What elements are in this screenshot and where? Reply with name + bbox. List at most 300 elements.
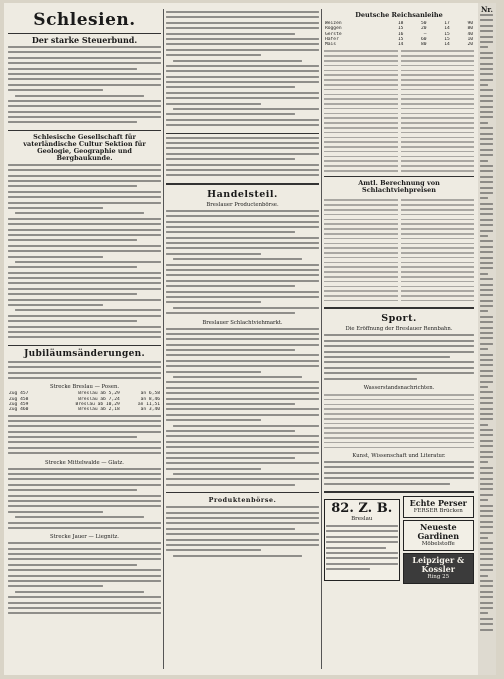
text-line <box>480 278 493 280</box>
table-line <box>401 281 475 283</box>
table-cell: 15 <box>444 36 450 42</box>
text-line <box>8 452 161 454</box>
text-line <box>166 237 319 239</box>
text-line <box>166 103 261 105</box>
table-line <box>401 117 475 119</box>
text-line <box>480 612 488 614</box>
price-list <box>401 199 475 301</box>
text-line <box>480 122 488 124</box>
edge-mark: Nr. <box>481 5 493 14</box>
text-line <box>166 210 319 212</box>
table-line <box>324 432 474 434</box>
table-line <box>401 127 475 129</box>
divider <box>324 307 474 309</box>
text-line <box>8 191 161 193</box>
text-line <box>8 245 161 247</box>
text-line <box>480 257 493 259</box>
text-line <box>166 296 319 298</box>
table-line <box>324 238 398 240</box>
text-line <box>8 473 161 475</box>
text-line <box>166 33 295 35</box>
text-line <box>480 143 493 145</box>
text-line <box>480 343 493 345</box>
text-line <box>8 266 137 268</box>
text-line <box>166 441 319 443</box>
text-line <box>8 180 161 182</box>
table-line <box>401 238 475 240</box>
text-line <box>8 558 161 560</box>
table-line <box>401 165 475 167</box>
subheading: Kunst, Wissenschaft und Literatur. <box>352 453 446 459</box>
text-line <box>173 307 319 309</box>
table-line <box>324 127 398 129</box>
advert-text: Breslau <box>351 515 373 522</box>
text-line <box>8 575 161 577</box>
text-line <box>480 310 488 312</box>
table-line <box>324 418 474 420</box>
text-line <box>166 381 319 383</box>
text-line <box>480 580 493 582</box>
text-line <box>166 147 319 149</box>
table-line <box>401 276 475 278</box>
table-cell: 40 <box>467 31 473 37</box>
text-line <box>480 73 493 75</box>
article-body <box>8 46 161 127</box>
column-rule <box>163 9 164 669</box>
text-line <box>8 425 161 427</box>
table-headline: Amtl. Berechnung von Schlachtviehpreisen <box>358 179 440 195</box>
text-line <box>324 367 474 369</box>
text-line <box>166 158 295 160</box>
text-line <box>8 304 103 306</box>
text-line <box>480 402 493 404</box>
text-line <box>480 52 493 54</box>
text-line <box>166 549 261 551</box>
text-line <box>324 356 450 358</box>
article-body <box>8 468 161 533</box>
text-line <box>166 360 319 362</box>
text-line <box>8 372 161 374</box>
text-line <box>8 164 161 166</box>
table-line <box>324 252 398 254</box>
text-line <box>480 461 488 463</box>
text-line <box>480 284 493 286</box>
text-line <box>480 618 493 620</box>
table-line <box>324 247 398 249</box>
text-line <box>166 446 319 448</box>
text-line <box>480 46 488 48</box>
subheading: Wasserstandsnachrichten. <box>363 385 435 391</box>
table-cell: 14 <box>444 26 450 32</box>
advert-text: Möbelstoffe <box>421 540 455 547</box>
text-line <box>480 532 493 534</box>
text-line <box>8 495 161 497</box>
table-line <box>324 141 398 143</box>
text-line <box>166 533 319 535</box>
table-line <box>324 84 398 86</box>
text-line <box>324 378 417 380</box>
text-line <box>166 517 319 519</box>
table-line <box>324 290 398 292</box>
text-line <box>480 434 493 436</box>
table-line <box>324 295 398 297</box>
table-line <box>401 122 475 124</box>
timetable <box>8 391 161 412</box>
text-line <box>166 387 319 389</box>
table-cell: 14 <box>444 42 450 48</box>
text-line <box>8 239 137 241</box>
table-cell: an 6,58 <box>140 391 160 397</box>
table-line <box>324 122 398 124</box>
text-line <box>8 420 161 422</box>
table-line <box>324 413 474 415</box>
text-line <box>480 14 493 16</box>
table-line <box>324 399 474 401</box>
text-line <box>166 253 261 255</box>
text-line <box>8 564 137 566</box>
table-line <box>324 74 398 76</box>
table-line <box>401 243 475 245</box>
text-line <box>166 242 319 244</box>
text-line <box>166 169 319 171</box>
text-line <box>166 16 319 18</box>
subheading: Breslauer Productenbörse. <box>206 201 279 208</box>
table-line <box>401 223 475 225</box>
text-line <box>480 440 493 442</box>
divider <box>166 183 319 185</box>
table-line <box>324 271 398 273</box>
table-line <box>324 394 474 396</box>
advert-box <box>403 553 475 584</box>
article-body <box>8 361 161 383</box>
text-line <box>480 57 493 59</box>
text-line <box>173 555 302 557</box>
text-line <box>166 76 319 78</box>
table-line <box>401 94 475 96</box>
text-line <box>8 441 161 443</box>
column-1 <box>8 9 161 671</box>
text-line <box>166 328 319 330</box>
table-line <box>401 204 475 206</box>
text-line <box>324 472 474 474</box>
text-line <box>480 332 493 334</box>
divider <box>8 345 161 346</box>
text-line <box>166 81 319 83</box>
text-line <box>480 548 493 550</box>
text-line <box>173 473 319 475</box>
text-line <box>480 170 493 172</box>
text-line <box>8 250 161 252</box>
newspaper-page <box>4 3 496 675</box>
text-line <box>480 79 493 81</box>
table-line <box>401 271 475 273</box>
table-line <box>401 257 475 259</box>
text-line <box>480 127 493 129</box>
table-line <box>401 89 475 91</box>
text-line <box>480 483 493 485</box>
text-line <box>8 542 161 544</box>
text-line <box>480 84 488 86</box>
text-line <box>480 246 493 248</box>
text-line <box>480 111 493 113</box>
text-line <box>166 247 319 249</box>
text-line <box>166 119 319 121</box>
table-cell: 50 <box>421 21 427 26</box>
text-line <box>480 359 493 361</box>
text-line <box>480 235 488 237</box>
table-line <box>401 209 475 211</box>
text-line <box>480 30 493 32</box>
text-line <box>8 89 103 91</box>
article-body <box>8 164 161 342</box>
text-line <box>480 515 493 517</box>
text-line <box>166 86 295 88</box>
table-line <box>324 214 398 216</box>
table-line <box>401 266 475 268</box>
table-cell: 18 <box>397 21 404 26</box>
table-cell: 80 <box>467 26 473 32</box>
section-masthead: Schlesien. <box>33 10 136 30</box>
text-line <box>166 430 295 432</box>
text-line <box>480 192 493 194</box>
table-line <box>324 60 398 62</box>
text-line <box>15 516 144 518</box>
text-line <box>166 137 319 139</box>
text-line <box>8 51 161 53</box>
text-line <box>8 447 161 449</box>
text-line <box>480 154 493 156</box>
text-line <box>8 121 137 123</box>
text-line <box>480 348 488 350</box>
text-line <box>480 224 493 226</box>
article-body <box>166 506 319 560</box>
table-line <box>401 228 475 230</box>
text-line <box>166 226 319 228</box>
text-line <box>166 164 319 166</box>
article-body <box>8 415 161 458</box>
text-line <box>8 196 161 198</box>
text-line <box>8 585 103 587</box>
table-cell: 10 <box>467 36 473 42</box>
advert-body <box>326 525 398 574</box>
text-line <box>326 552 398 554</box>
text-line <box>8 366 161 368</box>
table-line <box>324 70 398 72</box>
text-line <box>166 462 319 464</box>
text-line <box>166 522 319 524</box>
text-line <box>8 596 161 598</box>
text-line <box>480 623 493 625</box>
article-headline: Schlesische Gesellschaft für vaterländische Cultur Sektion für Geologie, Geographie und Bergbaukunde. <box>23 132 146 162</box>
text-line <box>166 528 295 530</box>
table-line <box>324 257 398 259</box>
table-cell: Zug 457 <box>9 391 29 397</box>
text-line <box>8 484 161 486</box>
text-line <box>326 568 370 570</box>
text-line <box>8 272 161 274</box>
text-line <box>480 19 493 21</box>
text-line <box>166 70 319 72</box>
text-line <box>480 467 493 469</box>
divider <box>8 130 161 131</box>
advert-text: FERSER Brücken <box>413 507 463 514</box>
table-line <box>324 300 398 302</box>
subheading: Die Eröffnung der Breslauer Rennbahn. <box>345 326 453 333</box>
advert-stack <box>403 496 475 584</box>
text-line <box>8 185 137 187</box>
text-line <box>480 100 493 102</box>
divider <box>324 491 474 493</box>
table-line <box>401 233 475 235</box>
text-line <box>166 478 319 480</box>
article-body <box>166 328 319 490</box>
text-line <box>166 221 319 223</box>
text-line <box>8 580 161 582</box>
table-line <box>324 103 398 105</box>
subheading: Breslauer Schlachtviehmarkt. <box>202 319 283 326</box>
text-line <box>166 49 319 51</box>
text-line <box>8 277 161 279</box>
column-rule <box>321 9 322 669</box>
table-line <box>401 70 475 72</box>
advert-row <box>324 496 474 584</box>
text-line <box>480 585 493 587</box>
table-line <box>324 165 398 167</box>
text-line <box>8 105 161 107</box>
text-line <box>166 468 261 470</box>
table-line <box>324 94 398 96</box>
text-line <box>166 54 261 56</box>
text-line <box>480 63 493 65</box>
article-headline: Produktenbörse. <box>208 497 277 505</box>
subheading: Strecke Jauer — Liegnitz. <box>50 534 119 541</box>
text-line <box>166 452 319 454</box>
text-line <box>166 22 319 24</box>
table-cell: Breslau ab 2,18 <box>78 407 120 413</box>
text-line <box>166 38 319 40</box>
advert-title: Neueste Gardinen <box>417 521 460 541</box>
text-line <box>480 413 493 415</box>
table-line <box>324 65 398 67</box>
text-line <box>324 361 474 363</box>
adjacent-page-edge <box>478 3 496 675</box>
text-line <box>8 116 161 118</box>
table-cell: Zug 459 <box>9 401 29 407</box>
table-line <box>324 209 398 211</box>
table-line <box>401 295 475 297</box>
table-line <box>401 113 475 115</box>
text-line <box>480 472 493 474</box>
table-line <box>324 427 474 429</box>
table-row <box>8 407 161 412</box>
table-line <box>324 117 398 119</box>
table-cell: 15 <box>397 36 404 42</box>
text-line <box>480 149 493 151</box>
price-list <box>324 50 398 170</box>
table-line <box>324 146 398 148</box>
table-line <box>401 290 475 292</box>
text-line <box>8 256 103 258</box>
table-line <box>324 262 398 264</box>
text-line <box>480 505 493 507</box>
table-cell: 60 <box>421 36 427 42</box>
table-line <box>324 442 474 444</box>
text-line <box>8 84 161 86</box>
text-line <box>8 331 161 333</box>
text-line <box>480 262 493 264</box>
divider <box>8 33 161 34</box>
text-line <box>324 477 474 479</box>
text-line <box>480 596 493 598</box>
text-line <box>480 273 488 275</box>
text-line <box>166 506 319 508</box>
text-line <box>166 349 295 351</box>
article-body <box>166 210 319 318</box>
table-line <box>324 223 398 225</box>
text-line <box>166 274 319 276</box>
table-line <box>324 170 398 172</box>
article-body <box>324 334 474 383</box>
table-cell: 16 <box>397 31 404 37</box>
text-line <box>8 218 161 220</box>
text-line <box>166 354 319 356</box>
table-cell: 15 <box>444 31 450 37</box>
text-line <box>8 326 161 328</box>
text-line <box>166 153 319 155</box>
text-line <box>324 345 474 347</box>
text-line <box>480 386 488 388</box>
text-line <box>480 607 493 609</box>
text-line <box>173 425 319 427</box>
text-line <box>8 223 161 225</box>
text-line <box>326 563 398 565</box>
text-line <box>8 489 137 491</box>
text-line <box>8 62 161 64</box>
text-line <box>480 564 493 566</box>
text-line <box>166 231 295 233</box>
text-line <box>480 629 493 631</box>
table-cell: 20 <box>421 26 427 32</box>
divider <box>324 176 474 177</box>
table-line <box>401 50 475 52</box>
table-line <box>324 266 398 268</box>
text-line <box>480 424 488 426</box>
text-line <box>8 522 161 524</box>
subheading: Strecke Mittelwalde — Glatz. <box>45 459 124 466</box>
table-cell: Hafer <box>325 36 339 42</box>
table-cell: Breslau ab 7,24 <box>78 396 120 402</box>
text-line <box>166 312 295 314</box>
table-line <box>324 219 398 221</box>
text-line <box>480 106 493 108</box>
text-line <box>480 240 493 242</box>
text-line <box>8 78 161 80</box>
advert-box <box>403 520 475 551</box>
table-line <box>324 281 398 283</box>
text-line <box>324 466 474 468</box>
table-line <box>324 437 474 439</box>
text-line <box>8 415 161 417</box>
text-line <box>480 327 493 329</box>
subheading: Strecke Breslau — Posen. <box>49 384 120 391</box>
text-line <box>166 142 319 144</box>
text-line <box>166 97 319 99</box>
text-line <box>324 340 474 342</box>
text-line <box>326 557 398 559</box>
text-line <box>480 316 493 318</box>
text-line <box>15 309 161 311</box>
text-line <box>480 176 493 178</box>
